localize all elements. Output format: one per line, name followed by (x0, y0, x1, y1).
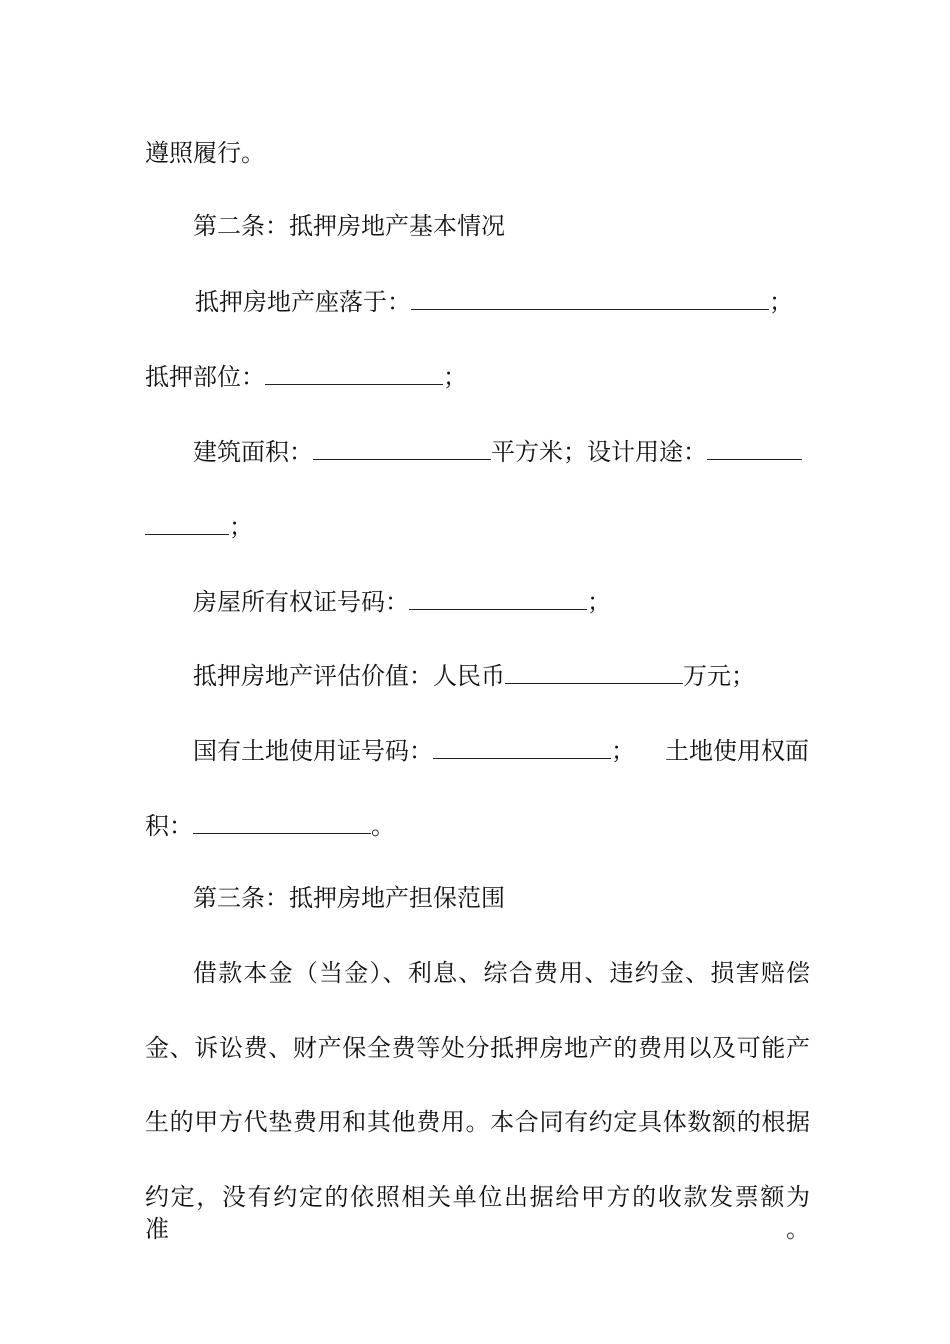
area-blank[interactable] (313, 437, 491, 460)
paragraph-text: 借款本金（当金）、利息、综合费用、违约金、损害赔偿 (193, 959, 810, 987)
article-2-title (193, 210, 810, 242)
land-area-end-punct: 。 (371, 812, 395, 840)
value-unit: 万元； (683, 662, 755, 690)
use-blank-part2[interactable] (145, 512, 229, 535)
part-label: 抵押部位： (145, 363, 265, 391)
scope-paragraph-line-2 (145, 1032, 810, 1064)
cert-label: 房屋所有权证号码： (193, 588, 409, 616)
cert-blank[interactable] (409, 587, 587, 610)
location-end-punct: ； (769, 288, 793, 316)
location-label: 抵押房地产座落于： (195, 288, 411, 316)
area-unit-and-use-label: 平方米；设计用途： (491, 438, 707, 466)
part-line (145, 361, 810, 393)
part-end-punct: ； (443, 363, 467, 391)
location-blank[interactable] (411, 287, 769, 310)
area-label: 建筑面积： (193, 438, 313, 466)
value-label: 抵押房地产评估价值：人民币 (193, 662, 505, 690)
land-cert-line (193, 735, 810, 767)
use-line-continued (145, 511, 810, 543)
article-2-title-text: 第二条：抵押房地产基本情况 (193, 212, 505, 240)
article-3-title-text: 第三条：抵押房地产担保范围 (193, 884, 505, 912)
land-area-label-cont: 积： (145, 812, 193, 840)
area-line (193, 436, 810, 468)
land-cert-blank[interactable] (433, 736, 611, 759)
scope-paragraph-line-3 (145, 1106, 810, 1138)
value-blank[interactable] (505, 661, 683, 684)
article-3-title (193, 882, 810, 914)
land-cert-label: 国有土地使用证号码： (193, 737, 433, 765)
paragraph-text: 金、诉讼费、财产保全费等处分抵押房地产的费用以及可能产 (145, 1034, 810, 1062)
cert-end-punct: ； (587, 588, 611, 616)
land-area-line (145, 810, 810, 842)
paragraph-text: 生的甲方代垫费用和其他费用。本合同有约定具体数额的根据 (145, 1108, 810, 1136)
land-area-blank[interactable] (193, 811, 371, 834)
land-cert-end-punct: ； (611, 737, 635, 765)
use-end-punct: ； (229, 513, 253, 541)
continuation-text: 遵照履行。 (145, 139, 265, 167)
value-line (193, 660, 810, 692)
use-blank-part1[interactable] (707, 437, 802, 460)
land-area-label: 土地使用权面 (665, 737, 809, 765)
location-line (195, 286, 812, 318)
scope-paragraph-line-4 (145, 1181, 810, 1243)
text-line-continuation (145, 137, 810, 169)
cert-line (193, 586, 810, 618)
part-blank[interactable] (265, 362, 443, 385)
scope-paragraph-line-1 (193, 957, 810, 989)
paragraph-text: 约定，没有约定的依照相关单位出据给甲方的收款发票额为准。 (145, 1183, 810, 1243)
